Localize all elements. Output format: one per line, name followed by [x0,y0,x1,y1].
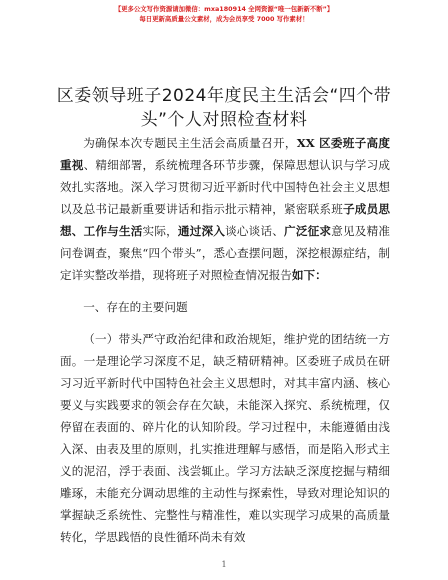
intro-text: 为确保本次专题民主生活会高质量召开， [83,136,297,150]
subsection-heading: （一）带头严守政治纪律和政治规矩，维护党的团结统一方面。 [60,332,390,368]
paragraph-text: 一是理论学习深度不足，缺乏精研精神。区委班子成员在研习习近平新时代中国特色社会主义思想时，对其丰富内涵、核心要义与实践要求的领会存在欠缺，未能深入探究、系统梳理，仅停留在表面的、碎片化的认知阶段。学习过程中，未能遵循由浅入深、由表及里的原则，扎实推进理解与感悟，而是陷入形式主义的泥沼，浮于表面、浅尝辄止。学习方法缺乏深度挖掘与精细雕琢，未能充分调动思维的主动性与探索性，导致对理论知识的掌握缺乏系统性、完整性与精准性，难以实现学习成果的高质量转化，学思践悟的良性循环尚未有效 [60,354,390,544]
intro-bold-text: 子成员思想、工作与生活 [60,202,390,238]
intro-text: 谈心谈话、 [225,224,285,238]
banner-line-1: 【更多公文写作资源请加微信：mxa180914 全网资源“唯一包新新不断”】 [114,5,334,13]
document-body [60,132,390,548]
section-heading: 一、存在的主要问题 [83,300,188,314]
intro-bold-text: 广泛征求 [284,224,332,238]
banner-line-2: 每日更新高质量公文素材，成为会员享受 7000 写作素材！ [139,15,309,23]
title-line-1: 区委领导班子2024年度民主生活会“四个带 [56,86,392,106]
document-title [40,84,408,132]
intro-text: 实际， [142,224,178,238]
page-number: 1 [221,560,227,569]
intro-bold-text: XX 区委班子高度重视 [60,136,390,172]
watermark-banner [0,4,448,24]
intro-text: 意见及精准问卷调查，聚焦“四个带头”，悉心查摆问题，深挖根源症结，制定详实整改举措，现将班子对照检查情况报告 [60,224,390,282]
intro-bold-text: 如下： [291,268,327,282]
subsection-heading-and-paragraph [60,328,390,548]
title-line-2: 头”个人对照检查材料 [140,110,308,130]
intro-bold-text: 通过深入 [177,224,226,238]
intro-text: 、精细部署，系统梳理各环节步骤，保障思想认识与学习成效扎实落地。深入学习贯彻习近平新时代中国特色社会主义思想以及总书记最新重要讲话和指示批示精神，紧密联系班 [60,158,390,216]
intro-paragraph [60,132,390,286]
